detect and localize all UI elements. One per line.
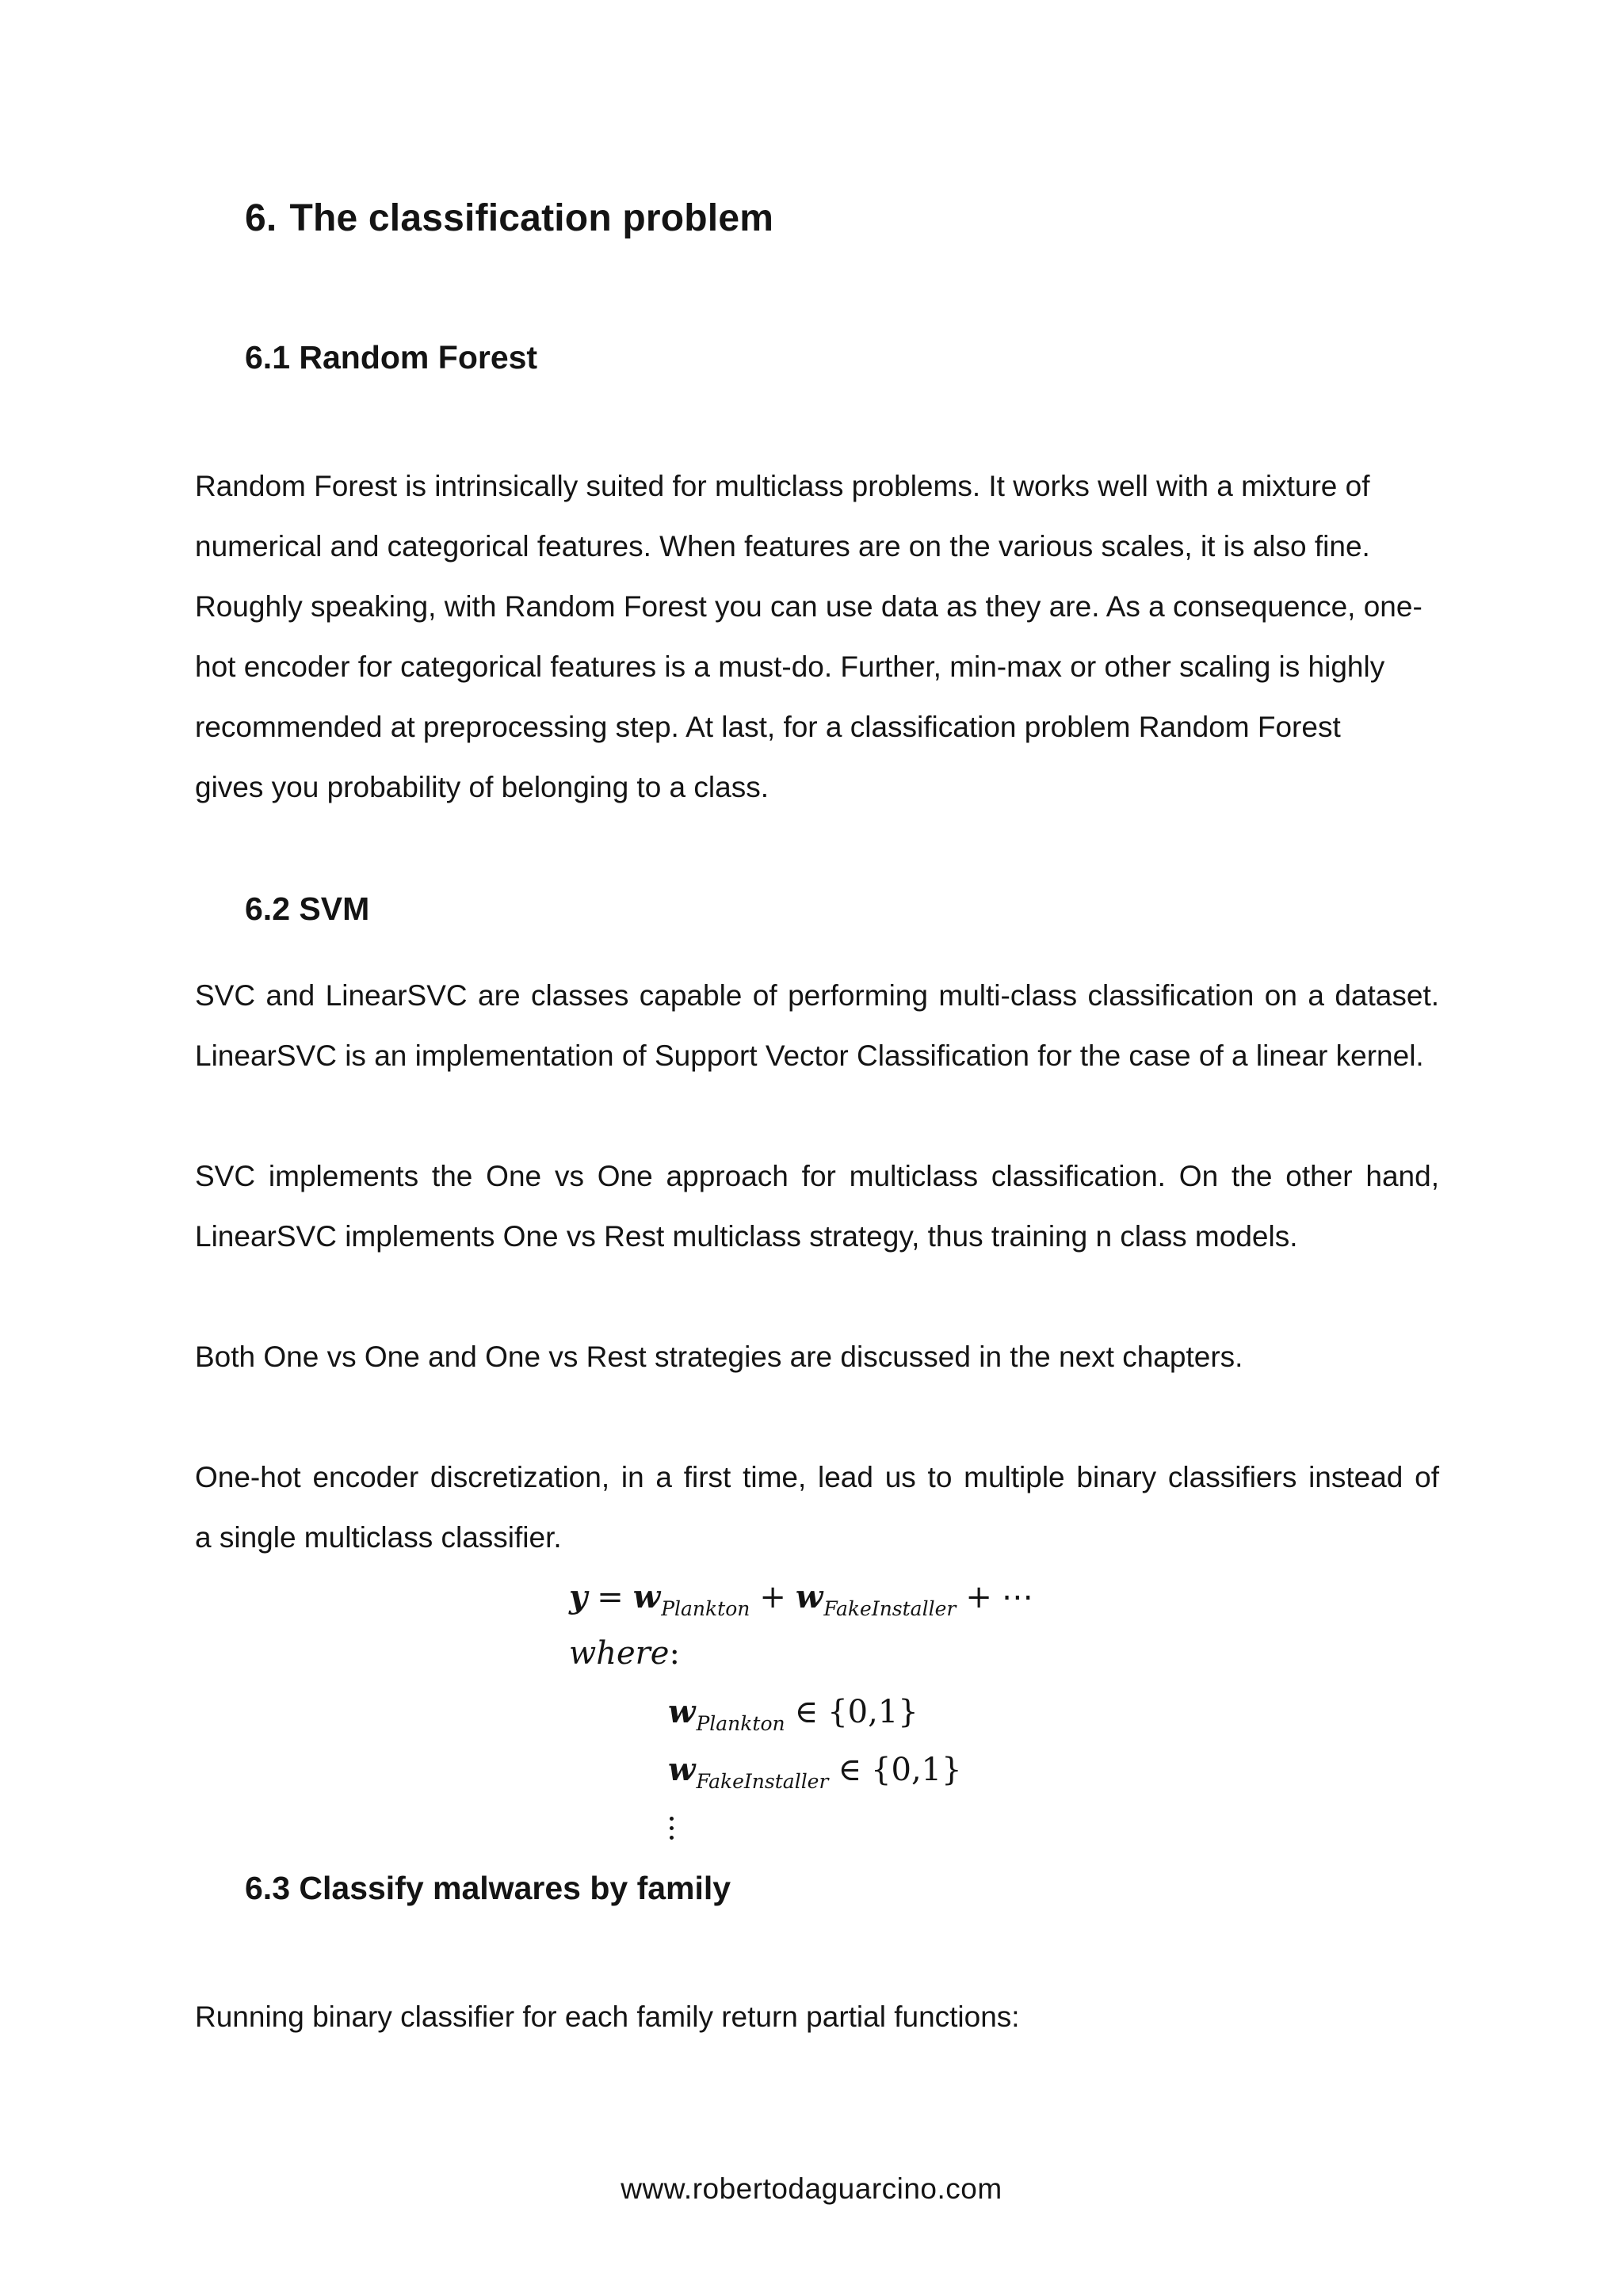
svm-paragraph-1 (195, 966, 1439, 1086)
section-number: 6. (245, 197, 277, 239)
svm-paragraph-3 (195, 1327, 1439, 1387)
equation-line-fakeinstaller: $w_{FakeInstaller}$ ∈ {0,1} (668, 1751, 962, 1793)
random-forest-paragraph (195, 456, 1439, 818)
section-heading (245, 196, 773, 240)
svm-paragraph-4 (195, 1447, 1439, 1568)
equation-line-1: $y = w_{Plankton} + w_{FakeInstaller}$ + ⋯ (569, 1578, 1033, 1620)
svm-paragraph-2 (195, 1146, 1439, 1267)
footer-url: www.robertodaguarcino.com (621, 2172, 1002, 2205)
paragraph-line: recommended at preprocessing step. At last, for a classification problem Random Forest (195, 711, 1341, 743)
paragraph-line: numerical and categorical features. When features are on the various scales, it is also fine. (195, 530, 1370, 563)
paragraph-line: SVC and LinearSVC are classes capable of performing multi-class classification on a dataset. (195, 979, 1439, 1012)
vertical-ellipsis-icon (668, 1815, 674, 1842)
paragraph-line: hot encoder for categorical features is a must-do. Further, min-max or other scaling is highly (195, 650, 1385, 683)
paragraph-line: gives you probability of belonging to a class. (195, 771, 769, 803)
equation-line-plankton: $w_{Plankton}$ ∈ {0,1} (668, 1693, 918, 1735)
section-title: The classification problem (289, 197, 774, 239)
paragraph-line: LinearSVC implements One vs Rest multiclass strategy, thus training n class models. (195, 1220, 1298, 1253)
paragraph-line: Roughly speaking, with Random Forest you can use data as they are. As a consequence, one- (195, 590, 1423, 623)
paragraph-line: One-hot encoder discretization, in a first time, lead us to multiple binary classifiers instead of (195, 1461, 1439, 1493)
paragraph-line: LinearSVC is an implementation of Support Vector Classification for the case of a linear kernel. (195, 1039, 1424, 1072)
paragraph-line: Both One vs One and One vs Rest strategies are discussed in the next chapters. (195, 1341, 1243, 1373)
equation-where: where: (569, 1635, 680, 1672)
classify-malwares-paragraph (195, 1987, 1439, 2047)
subsection-heading-random-forest: 6.1 Random Forest (245, 339, 538, 376)
paragraph-line: Running binary classifier for each family return partial functions: (195, 2000, 1020, 2033)
paragraph-line: Random Forest is intrinsically suited for multiclass problems. It works well with a mixture of (195, 470, 1370, 502)
subsection-heading-svm: 6.2 SVM (245, 891, 370, 927)
paragraph-line: SVC implements the One vs One approach for multiclass classification. On the other hand, (195, 1160, 1439, 1192)
paragraph-line: a single multiclass classifier. (195, 1521, 562, 1554)
subsection-heading-classify-malwares: 6.3 Classify malwares by family (245, 1870, 731, 1906)
